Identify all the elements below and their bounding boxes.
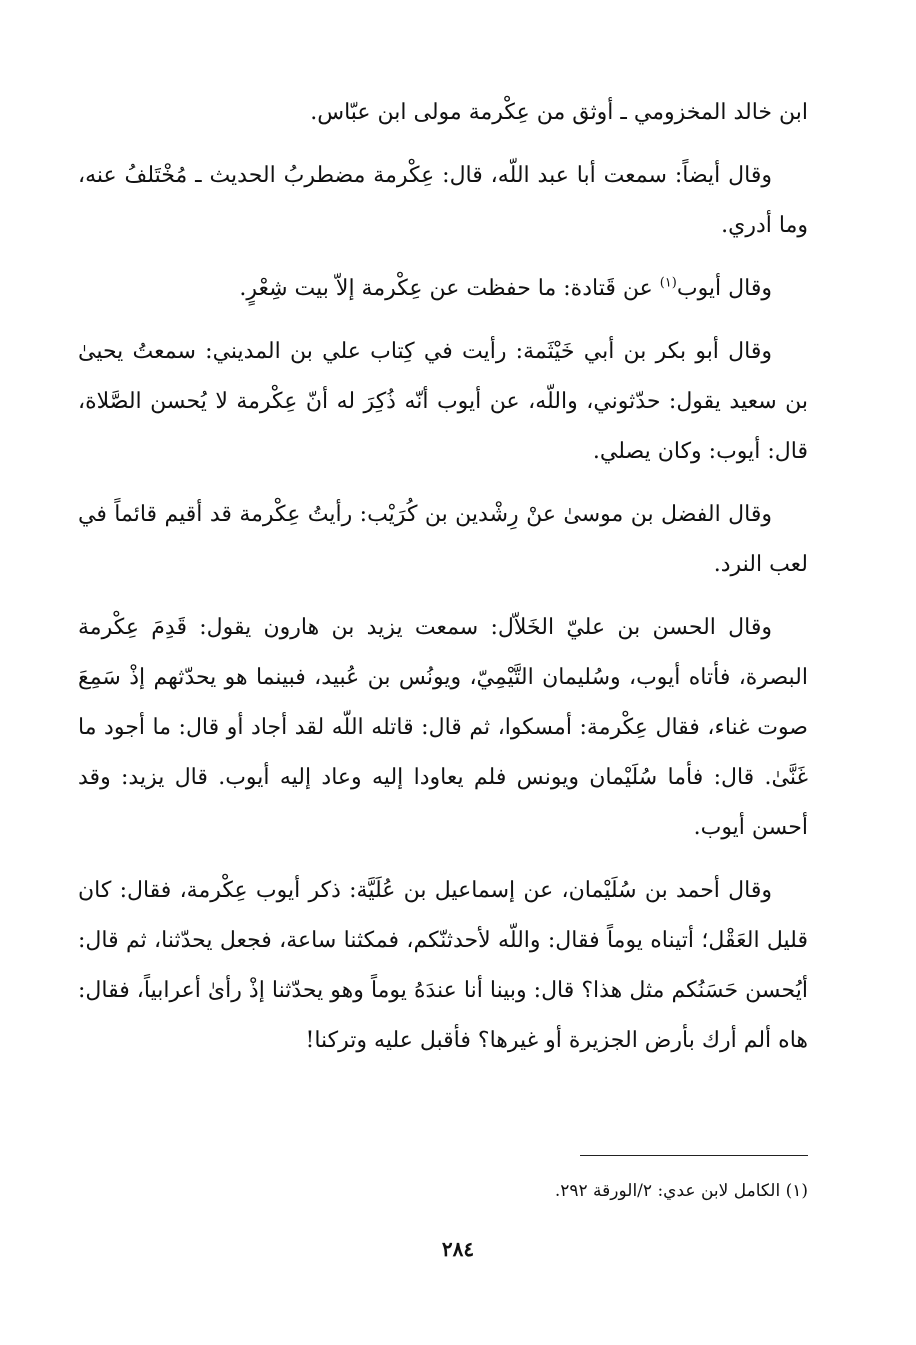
paragraph-1: ابن خالد المخزومي ـ أوثق من عِكْرمة مولى ابن عبّاس.	[310, 100, 808, 125]
page-number: ٢٨٤	[441, 1237, 475, 1261]
paragraph-3-start: وقال أيوب	[676, 276, 772, 301]
footnote: (١) الكامل لابن عدي: ٢/الورقة ٢٩٢.	[554, 1181, 808, 1201]
footnote-divider	[580, 1155, 808, 1156]
paragraph-6: وقال الحسن بن عليّ الخَلاّل: سمعت يزيد بن هارون يقول: قَدِمَ عِكْرمة البصرة، فأتاه أيوب، وسُليمان التَّيْمِيّ، ويونُس بن عُبيد، فبينما هو يحدّثهم إذْ سَمِعَ صوت غناء، فقال عِكْرمة: أمسكوا، ثم قال: قاتله اللّه لقد أجاد أو قال: ما أجود ما غَنَّىٰ. قال: فأما سُلَيْمان ويونس فلم يعاودا إليه وعاد إليه أيوب. قال يزيد: وقد أحسن أيوب.	[78, 615, 808, 840]
paragraph-2: وقال أيضاً: سمعت أبا عبد اللّه، قال: عِكْرمة مضطربُ الحديث ـ مُخْتَلفُ عنه، وما أدري.	[78, 163, 808, 238]
paragraph-7: وقال أحمد بن سُلَيْمان، عن إسماعيل بن عُلَيَّة: ذكر أيوب عِكْرمة، فقال: كان قليل العَقْل؛ أتيناه يوماً فقال: واللّه لأحدثنّكم، فمكثنا ساعة، فجعل يحدّثنا، ثم قال: أيُحسن حَسَنُكم مثل هذا؟ قال: وبينا أنا عندَهُ يوماً وهو يحدّثنا إذْ رأىٰ أعرابياً، فقال: هاه ألم أرك بأرض الجزيرة أو غيرها؟ فأقبل عليه وتركنا!	[78, 878, 808, 1053]
paragraph-3-end: عن قَتادة: ما حفظت عن عِكْرمة إلاّ بيت شِعْرٍ.	[239, 276, 660, 301]
footnote-marker: (١)	[659, 275, 677, 291]
paragraph-3	[78, 264, 808, 314]
paragraph-5: وقال الفضل بن موسىٰ عنْ رِشْدين بن كُرَيْب: رأيتُ عِكْرمة قد أقيم قائماً في لعب النرد.	[78, 502, 808, 577]
paragraph-4: وقال أبو بكر بن أبي خَيْثَمة: رأيت في كِتاب علي بن المديني: سمعتُ يحيىٰ بن سعيد يقول: حدّثوني، واللّه، عن أيوب أنّه ذُكِرَ له أنّ عِكْرمة لا يُحسن الصَّلاة، قال: أيوب: وكان يصلي.	[78, 339, 808, 464]
main-text	[78, 88, 808, 1066]
